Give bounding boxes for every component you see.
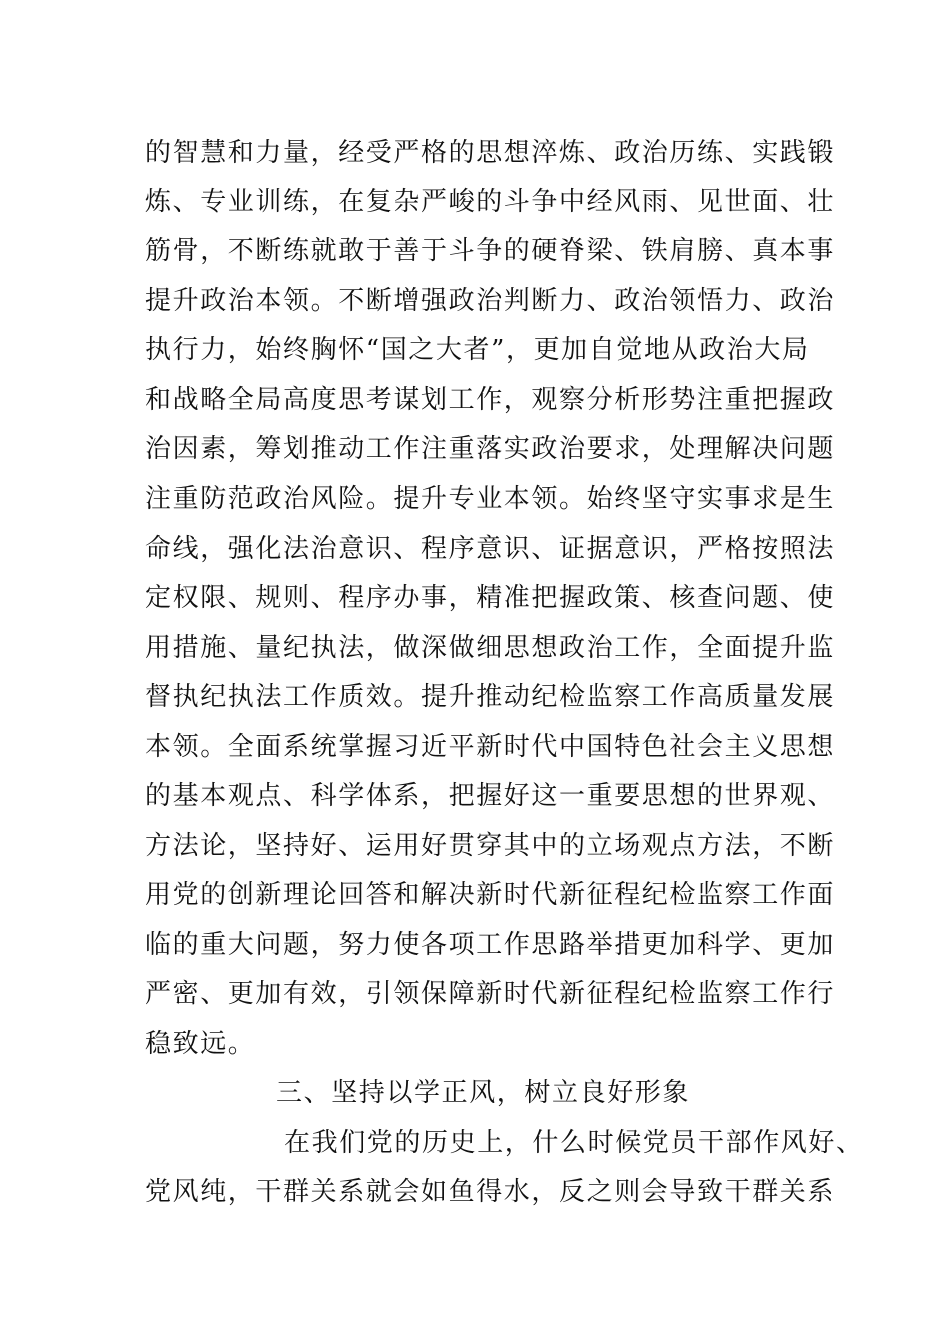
paragraph-line: 定权限、规则、程序办事，精准把握政策、核查问题、使 bbox=[145, 583, 836, 613]
paragraph-line: 的智慧和力量，经受严格的思想淬炼、政治历练、实践锻 bbox=[145, 138, 836, 168]
paragraph-line: 治因素，筹划推动工作注重落实政治要求，处理解决问题 bbox=[145, 434, 836, 464]
paragraph-line: 执行力，始终胸怀“国之大者”，更加自觉地从政治大局 bbox=[145, 335, 810, 365]
section-heading: 三、坚持以学正风，树立良好形象 bbox=[276, 1078, 691, 1108]
paragraph-line: 注重防范政治风险。提升专业本领。始终坚守实事求是生 bbox=[145, 484, 836, 514]
paragraph-line: 炼、专业训练，在复杂严峻的斗争中经风雨、见世面、壮 bbox=[145, 187, 836, 217]
paragraph-line: 稳致远。 bbox=[145, 1029, 256, 1059]
paragraph-line: 命线，强化法治意识、程序意识、证据意识，严格按照法 bbox=[145, 534, 836, 564]
paragraph-line: 本领。全面系统掌握习近平新时代中国特色社会主义思想 bbox=[145, 732, 836, 762]
paragraph-line: 在我们党的历史上，什么时候党员干部作风好、 bbox=[284, 1128, 864, 1158]
paragraph-line: 筋骨，不断练就敢于善于斗争的硬脊梁、铁肩膀、真本事 bbox=[145, 236, 836, 266]
paragraph-line: 提升政治本领。不断增强政治判断力、政治领悟力、政治 bbox=[145, 286, 836, 316]
paragraph-line: 临的重大问题，努力使各项工作思路举措更加科学、更加 bbox=[145, 930, 836, 960]
paragraph-line: 和战略全局高度思考谋划工作，观察分析形势注重把握政 bbox=[145, 385, 836, 415]
paragraph-line: 的基本观点、科学体系，把握好这一重要思想的世界观、 bbox=[145, 781, 836, 811]
paragraph-line: 方法论，坚持好、运用好贯穿其中的立场观点方法，不断 bbox=[145, 831, 836, 861]
paragraph-line: 严密、更加有效，引领保障新时代新征程纪检监察工作行 bbox=[145, 979, 836, 1009]
paragraph-line: 党风纯，干群关系就会如鱼得水，反之则会导致干群关系 bbox=[145, 1177, 836, 1207]
paragraph-line: 用措施、量纪执法，做深做细思想政治工作，全面提升监 bbox=[145, 633, 836, 663]
paragraph-line: 用党的创新理论回答和解决新时代新征程纪检监察工作面 bbox=[145, 880, 836, 910]
paragraph-line: 督执纪执法工作质效。提升推动纪检监察工作高质量发展 bbox=[145, 682, 836, 712]
